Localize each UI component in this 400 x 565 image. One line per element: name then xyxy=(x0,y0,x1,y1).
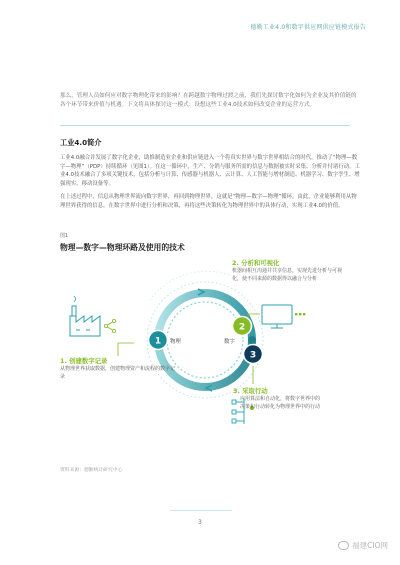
watermark xyxy=(338,540,388,551)
step-3-description: 应用算法和自动化，将数字世界中的决策和行动转化为物理世界中的行动 xyxy=(240,396,321,410)
loop-label-physical: 物理 xyxy=(170,339,181,345)
loop-label-digital: 数字 xyxy=(224,339,235,345)
step-2-title: 2. 分析和可视化 xyxy=(232,259,280,267)
step-2-description: 机器间相互沟通并共享信息，实现先进分析与可视化，使不同来源的数据得以融合与分析 xyxy=(232,268,343,282)
section-heading: 工业4.0简介 xyxy=(60,138,102,147)
page-number: 3 xyxy=(198,519,202,526)
data-dots-icon xyxy=(295,313,305,315)
footer-divider xyxy=(170,510,232,511)
body-paragraph-2: 在上述过程中，信息从物理世界流向数字世界，再回到物理世界，这就是“物理—数字—物理”循环。由此，企业能够利用从物理世界获得的信息，在数字世界中进行分析和决策，再将这些决策转化为物理世界中的具体行动，实现工业4.0的价值。 xyxy=(60,194,357,209)
step-1-title: 1. 创建数字记录 xyxy=(60,357,108,365)
node-2 xyxy=(233,317,252,336)
monitor-icon xyxy=(262,305,292,328)
figure-label: 图1 xyxy=(60,233,69,239)
svg-text:3: 3 xyxy=(249,350,257,361)
figure-source: 资料来源：德勤统计研究中心 xyxy=(60,468,123,473)
node-1 xyxy=(149,331,168,350)
svg-text:2: 2 xyxy=(238,322,246,333)
step-1-description: 从物理世界获取数据，创建物理资产和流程的数字记录 xyxy=(60,366,176,380)
step-3-title: 3. 采取行动 xyxy=(233,387,268,395)
page-header: 德勤工业4.0和数字供应网供应链模式报告 xyxy=(250,24,366,31)
watermark-text: 福建CIO网 xyxy=(352,541,388,550)
figure-title: 物理—数字—物理环路及使用的技术 xyxy=(60,243,185,252)
factory-icon xyxy=(70,296,100,336)
body-paragraph-1: 工业4.0融合并发展了数字化企业，助推制造业企业和供应链进入一个将真实世界与数字世界相结合的时代，推动了“物理—数字—物理”（PDP）持续循环（见图1）。在这一循环中，生产、分销与服务所需的信息与数据被实时采集、分析并付诸行动。工业4.0技术融合了多项关键技术，包括分析与计算、传感器与机器人、云计算、人工智能与增材制造、机器学习、数字孪生、增强现实、移动设备等。 xyxy=(60,155,360,187)
node-3 xyxy=(244,345,263,364)
wechat-icon xyxy=(338,541,349,550)
section-divider xyxy=(60,125,350,126)
intro-paragraph: 那么，管理人员如何应对数字物理化带来的影响？在跨越数字物理过渡之前，我们先探讨数字化如何为企业及其价值链的各个环节带来价值与机遇。下文将具体探讨这一模式：设想这些工业4.0技术如何改变企业的运营方式。 xyxy=(60,93,357,108)
share-icon xyxy=(104,319,115,332)
svg-text:1: 1 xyxy=(154,336,162,347)
